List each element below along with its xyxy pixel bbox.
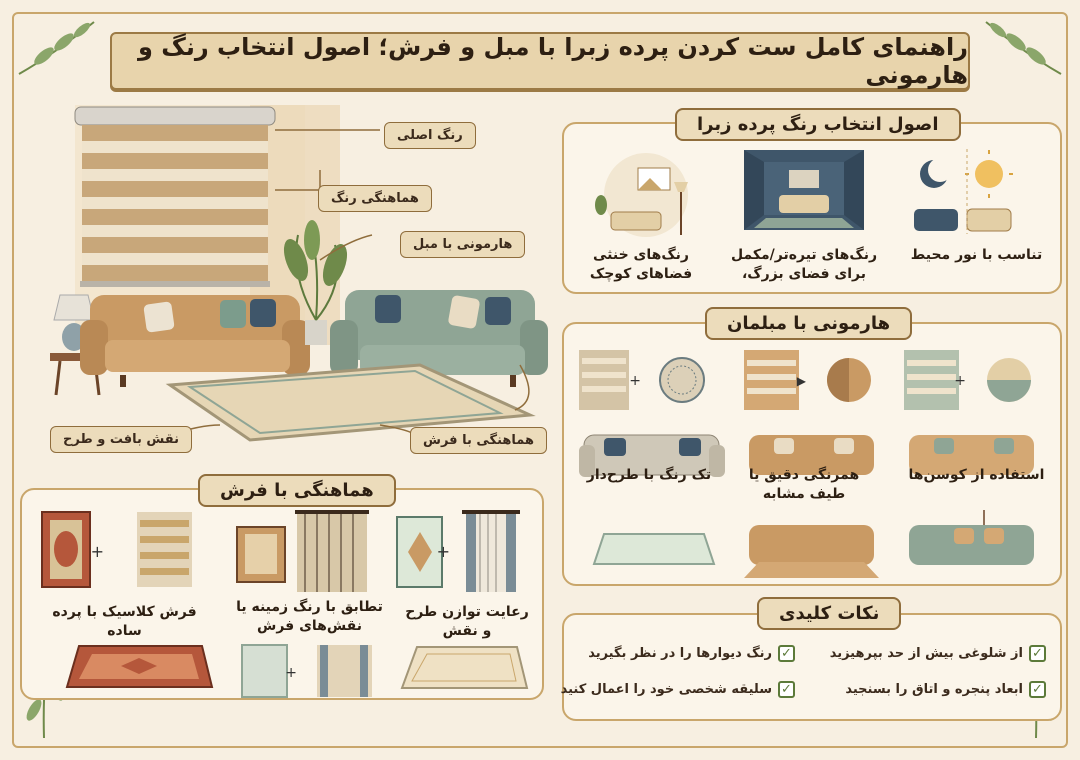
principle-label: رنگ‌های خنثی فضاهای کوچک [589, 247, 693, 282]
furniture-heading: هارمونی با مبلمان [705, 307, 912, 340]
weave-pattern-callout: نقش بافت و طرح [50, 426, 192, 453]
red-rug-icon [67, 644, 212, 689]
rug-icon [594, 529, 714, 569]
tip-text: سلیقه شخصی خود را اعمال کنید [560, 682, 772, 697]
balanced-rug-set-icon [392, 512, 532, 597]
page-title: راهنمای کامل ست کردن پرده زبرا با مبل و فرش؛ اصول انتخاب رنگ و هارمونی [110, 32, 970, 90]
matching-rug-set-icon [237, 512, 377, 597]
beige-sofa-icon [80, 295, 310, 387]
zebra-blind-icon [75, 107, 275, 287]
color-coordination-callout: هماهنگی رنگ [318, 185, 432, 212]
svg-text:▶: ▶ [796, 374, 806, 388]
main-color-callout: رنگ اصلی [384, 122, 476, 149]
furniture-label: تک رنگ با طرح‌دار [586, 467, 712, 483]
check-icon: ✓ [778, 645, 795, 662]
principle-label: رنگ‌های تیره‌تر/مکمل برای فضای بزرگ، [730, 247, 878, 282]
tip-text: از شلوغی بیش از حد بپرهیزید [829, 646, 1023, 661]
rug-heading: هماهنگی با فرش [198, 474, 396, 507]
check-icon: ✓ [778, 681, 795, 698]
tip-item [830, 645, 1046, 662]
check-icon: ✓ [1029, 645, 1046, 662]
tip-item [588, 645, 795, 662]
tips-heading: نکات کلیدی [757, 597, 901, 630]
check-icon: ✓ [1029, 681, 1046, 698]
rug-label: فرش کلاسیک با پرده ساده [52, 604, 197, 639]
window-icon [586, 150, 696, 240]
rug-label: رعایت توازن طرح و نقش [405, 604, 529, 639]
blue-room-icon [744, 150, 864, 230]
beige-rug-icon [402, 645, 527, 690]
svg-text:+: + [90, 542, 104, 561]
furniture-panel [562, 322, 1062, 586]
principle-label: تناسب با نور محیط [910, 247, 1043, 263]
svg-text:+: + [954, 373, 966, 389]
sofa-harmony-callout: هارمونی با مبل [400, 231, 525, 258]
svg-text:+: + [629, 373, 641, 389]
rug-panel [20, 488, 544, 700]
furniture-label: استفاده از کوسن‌ها [908, 467, 1045, 483]
tip-text: رنگ دیوارها را در نظر بگیرید [588, 646, 772, 661]
principles-panel [562, 122, 1062, 294]
room-illustration [20, 95, 550, 455]
svg-text:+: + [285, 665, 297, 681]
leaf-decoration-icon [14, 14, 104, 84]
furniture-label: همرنگی دقیق یا طیف مشابه [748, 467, 860, 502]
svg-text:+: + [436, 542, 450, 561]
principles-heading: اصول انتخاب رنگ پرده زبرا [675, 108, 961, 141]
sun-moon-icon [909, 154, 1029, 244]
tip-item [845, 681, 1046, 698]
tip-item [561, 681, 795, 698]
classic-rug-set-icon [42, 512, 202, 592]
leaf-decoration-icon [976, 14, 1066, 84]
cushion-sofa-set-icon [904, 350, 1054, 580]
rug-label: تطابق با رنگ زمینه یا نقش‌های فرش [236, 599, 383, 634]
tip-text: ابعاد پنجره و اتاق را بسنجید [845, 682, 1023, 697]
rug-coordination-callout: هماهنگی با فرش [410, 427, 547, 454]
matching-sofa-set-icon [744, 350, 884, 580]
rug-curtain-pair-icon [242, 645, 382, 700]
